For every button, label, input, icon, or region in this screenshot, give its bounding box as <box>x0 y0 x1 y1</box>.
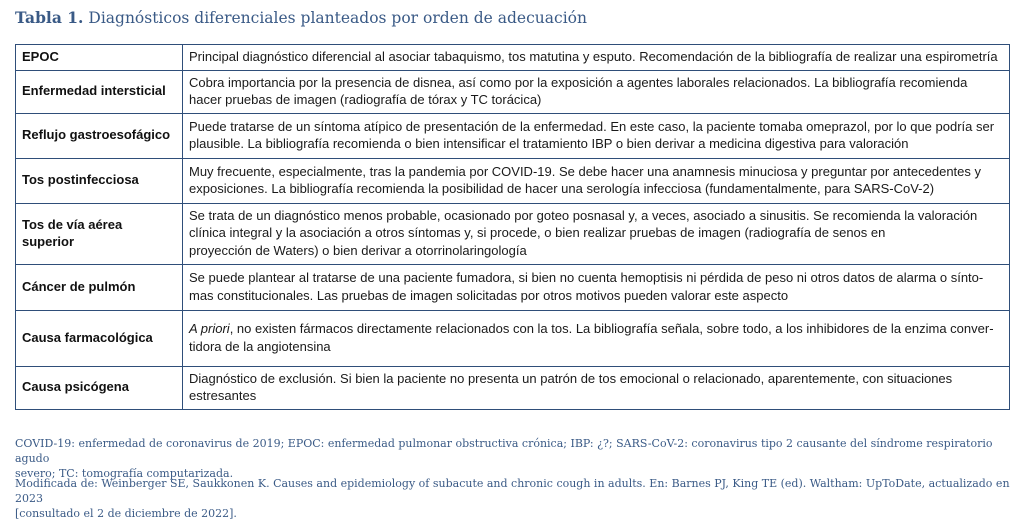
abbreviations-line: severo; TC: tomografía computarizada. <box>15 467 234 480</box>
diagnosis-description <box>183 264 1010 310</box>
diagnosis-term: EPOC <box>16 45 183 71</box>
table-row <box>16 203 1010 264</box>
description-line: Se trata de un diagnóstico menos probable, ocasionado por goteo posnasal y, a veces, asociado a sinusitis. Se recomienda la valoración <box>189 207 978 223</box>
description-line: mas constitucionales. Las pruebas de imagen solicitadas por otros motivos pueden valorar este aspecto <box>189 287 789 303</box>
description-line: exposiciones. La bibliografía recomienda la posibilidad de hacer una serología infecciosa (fundamentalmente, para SARS-CoV-2) <box>189 181 935 196</box>
diagnosis-term: Causa psicógena <box>16 366 183 409</box>
diagnosis-description <box>183 310 1010 366</box>
diagnosis-description <box>183 366 1010 409</box>
source-line: [consultado el 2 de diciembre de 2022]. <box>15 507 237 520</box>
diagnosis-term: Reflujo gastroesofágico <box>16 113 183 158</box>
description-line: proyección de Waters) o bien derivar a otorrinolaringología <box>189 242 527 258</box>
abbreviations-line: COVID-19: enfermedad de coronavirus de 2019; EPOC: enfermedad pulmonar obstructiva crónica; IBP: ¿?; SARS-CoV-2: coronavirus tipo 2 causante del síndrome respiratorio agudo <box>15 437 993 465</box>
description-line: Principal diagnóstico diferencial al asociar tabaquismo, tos matutina y esputo. Recomendación de la bibliografía de realizar una espirometría <box>189 49 998 64</box>
description-line: tidora de la angiotensina <box>189 338 331 354</box>
description-line: plausible. La bibliografía recomienda o bien intensificar el tratamiento IBP o bien derivar a medicina digestiva para valoración <box>189 136 909 151</box>
differential-diagnosis-table <box>15 44 1010 410</box>
table-body <box>16 45 1010 410</box>
table-row <box>16 158 1010 203</box>
italic-phrase: A priori <box>189 321 230 336</box>
description-line: hacer pruebas de imagen (radiografía de tórax y TC torácica) <box>189 92 542 107</box>
source-line: Modificada de: Weinberger SE, Saukkonen K. Causes and epidemiology of subacute and chronic cough in adults. En: Barnes PJ, King TE (ed). Waltham: UpToDate, actualizado en 2023 <box>15 477 1010 505</box>
description-line: clínica integral y la asociación a otros síntomas y, si procede, o bien realizar pruebas de imagen (radiografía de senos en <box>189 225 886 241</box>
description-line: Cobra importancia por la presencia de disnea, así como por la exposición a agentes laborales relacionados. La bibliografía recomienda <box>189 74 968 90</box>
description-line: Muy frecuente, especialmente, tras la pandemia por COVID-19. Se debe hacer una anamnesis minuciosa y preguntar por antecedentes y <box>189 163 981 179</box>
description-line: Se puede plantear al tratarse de una paciente fumadora, si bien no cuenta hemoptisis ni pérdida de peso ni otros datos de alarma o sínto- <box>189 270 984 285</box>
diagnosis-description <box>183 158 1010 203</box>
description-line: Diagnóstico de exclusión. Si bien la paciente no presenta un patrón de tos emocional o relacionado, aparentemente, con situaciones estresantes <box>189 370 953 403</box>
table-row <box>16 70 1010 113</box>
table-row <box>16 310 1010 366</box>
table-title <box>15 8 587 27</box>
diagnosis-term: Enfermedad intersticial <box>16 70 183 113</box>
diagnosis-description <box>183 70 1010 113</box>
diagnosis-description <box>183 203 1010 264</box>
diagnosis-term: Cáncer de pulmón <box>16 264 183 310</box>
abbreviations-note <box>15 436 1015 481</box>
diagnosis-term: Tos postinfecciosa <box>16 158 183 203</box>
diagnosis-description <box>183 45 1010 71</box>
diagnosis-term: Causa farmacológica <box>16 310 183 366</box>
source-note <box>15 476 1015 521</box>
table-row <box>16 366 1010 409</box>
table-row <box>16 113 1010 158</box>
description-text: , no existen fármacos directamente relacionados con la tos. La bibliografía señala, sobre todo, a los inhibidores de la enzima conver- <box>229 321 994 336</box>
diagnosis-description <box>183 113 1010 158</box>
table-number: Tabla 1. <box>15 8 84 27</box>
table-caption: Diagnósticos diferenciales planteados por orden de adecuación <box>88 9 587 27</box>
description-line <box>189 320 1003 338</box>
table-row <box>16 45 1010 71</box>
diagnosis-term: Tos de vía aérea superior <box>16 203 183 264</box>
description-line: Puede tratarse de un síntoma atípico de presentación de la enfermedad. En este caso, la paciente tomaba omeprazol, por lo que podría ser <box>189 118 995 134</box>
table-row <box>16 264 1010 310</box>
